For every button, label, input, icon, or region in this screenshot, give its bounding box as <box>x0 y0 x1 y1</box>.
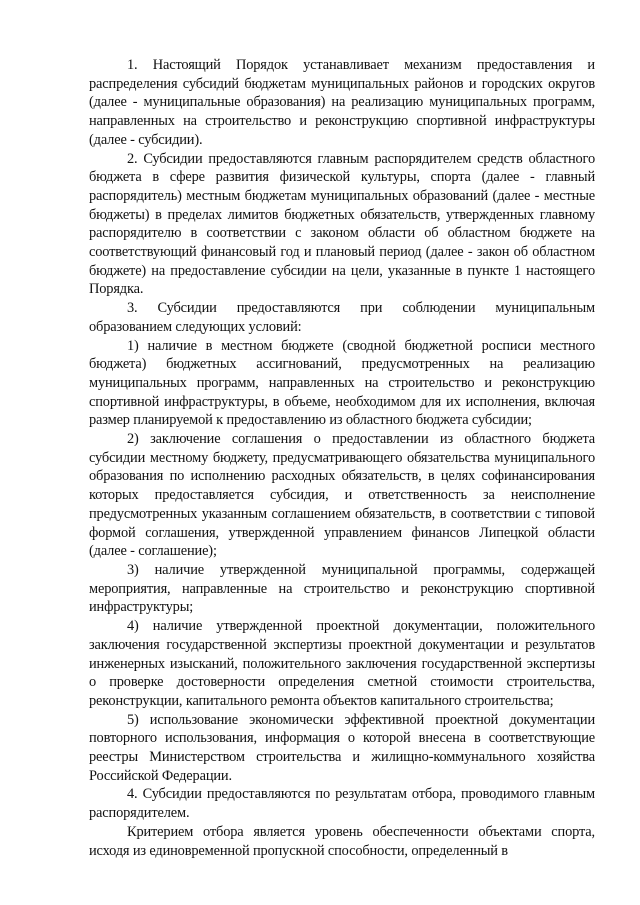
condition-5-reusable-documentation: 5) использование экономически эффективной проектной документации повторного использования, информация о которой внесена в соответствующие реестры Министерством строительства и жилищно-коммунального хозяйства Российской Федерации. <box>89 711 595 784</box>
paragraph-3-conditions: 3. Субсидии предоставляются при соблюдении муниципальным образованием следующих условий: <box>89 300 595 335</box>
document-page <box>89 56 595 896</box>
paragraph-selection-criterion: Критерием отбора является уровень обеспеченности объектами спорта, исходя из единовременной пропускной способности, определенный в <box>89 823 595 859</box>
condition-2-agreement: 2) заключение соглашения о предоставлении из областного бюджета субсидии местному бюджету, предусматривающего обязательства муниципального образования по исполнению расходных обязательств, в целях софинансирования которых предоставляется субсидия, и ответственность за неисполнение предусмотренных указанным соглашением обязательств, в соответствии с типовой формой соглашения, утвержденной управлением финансов Липецкой области (далее - соглашение); <box>89 431 595 560</box>
paragraph-1-purpose: 1. Настоящий Порядок устанавливает механизм предоставления и распределения субсидий бюджетам муниципальных районов и городских округов (далее - муниципальные образования) на реализацию муниципальных программ, направленных на строительство и реконструкцию спортивной инфраструктуры (далее - субсидии). <box>89 57 595 148</box>
paragraph-4-selection: 4. Субсидии предоставляются по результатам отбора, проводимого главным распорядителем. <box>89 786 595 822</box>
paragraph-2-grant-provider: 2. Субсидии предоставляются главным распорядителем средств областного бюджета в сфере развития физической культуры, спорта (далее - главный распорядитель) местным бюджетам муниципальных образований (далее - местные бюджеты) в пределах лимитов бюджетных обязательств, утвержденных главному распорядителю в соответствии с законом области об областном бюджете на соответствующий финансовый год и плановый период (далее - закон об областном бюджете) на предоставление субсидии на цели, указанные в пункте 1 настоящего Порядка. <box>89 150 595 298</box>
condition-1-local-budget: 1) наличие в местном бюджете (сводной бюджетной росписи местного бюджета) бюджетных ассигнований, предусмотренных на реализацию муниципальных программ, направленных на строительство и реконструкцию спортивной инфраструктуры, в объеме, необходимом для их исполнения, включая размер планируемой к предоставлению из областного бюджета субсидии; <box>89 337 595 429</box>
condition-4-project-documentation: 4) наличие утвержденной проектной документации, положительного заключения государственной экспертизы проектной документации и результатов инженерных изысканий, положительного заключения государственной экспертизы о проверке достоверности определения сметной стоимости строительства, реконструкции, капитального ремонта объектов капитального строительства; <box>89 618 595 709</box>
condition-3-municipal-program: 3) наличие утвержденной муниципальной программы, содержащей мероприятия, направленные на строительство и реконструкцию спортивной инфраструктуры; <box>89 561 595 616</box>
